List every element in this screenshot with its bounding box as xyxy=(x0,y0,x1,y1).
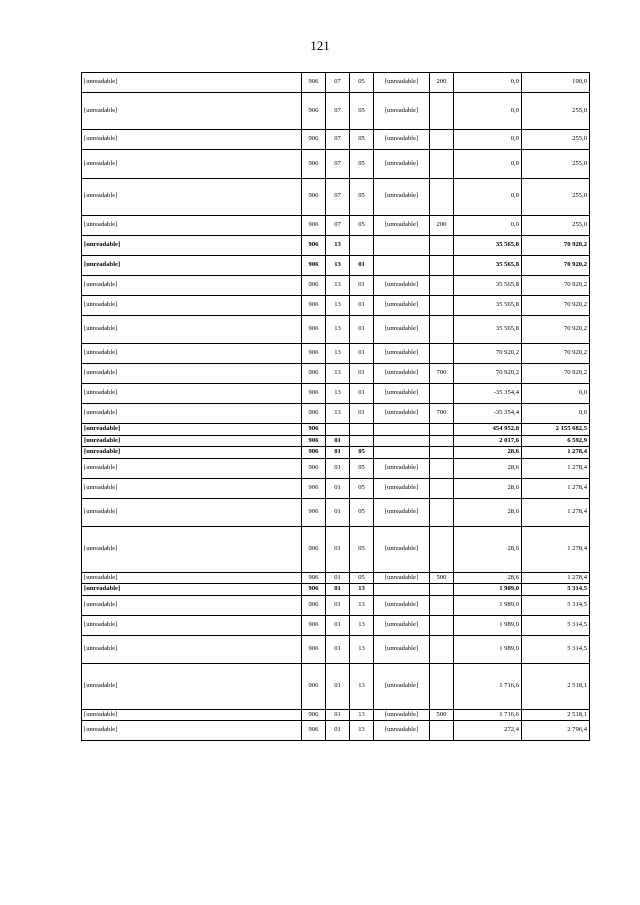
row-name-cell: [unreadable] xyxy=(82,93,302,130)
row-section-cell: 13 xyxy=(326,255,350,275)
row-grbs-cell: 906 xyxy=(302,364,326,384)
row-sum-2-cell: 1 278,4 xyxy=(522,478,590,498)
table-row xyxy=(82,364,590,384)
row-subsection-cell xyxy=(350,424,374,436)
row-sum-1-cell: 1 989,0 xyxy=(454,615,522,635)
row-grbs-cell: 906 xyxy=(302,150,326,179)
row-grbs-cell: 906 xyxy=(302,615,326,635)
row-grbs-cell: 906 xyxy=(302,709,326,721)
row-name-cell: [unreadable] xyxy=(82,150,302,179)
row-expense-type-cell xyxy=(430,615,454,635)
row-section-cell: 01 xyxy=(326,721,350,741)
row-grbs-cell: 906 xyxy=(302,73,326,93)
row-subsection-cell: 05 xyxy=(350,215,374,235)
row-subsection-cell: 01 xyxy=(350,315,374,344)
row-section-cell: 13 xyxy=(326,315,350,344)
row-subsection-cell xyxy=(350,435,374,447)
row-section-cell: 13 xyxy=(326,344,350,364)
row-expense-type-cell: 200 xyxy=(430,73,454,93)
row-name-cell: [unreadable] xyxy=(82,709,302,721)
table-row xyxy=(82,235,590,255)
table-row xyxy=(82,295,590,315)
row-target-article-cell: [unreadable] xyxy=(374,527,430,573)
row-expense-type-cell xyxy=(430,458,454,478)
row-sum-1-cell: 272,4 xyxy=(454,721,522,741)
row-expense-type-cell xyxy=(430,424,454,436)
row-expense-type-cell xyxy=(430,635,454,664)
row-section-cell: 01 xyxy=(326,595,350,615)
row-target-article-cell: [unreadable] xyxy=(374,404,430,424)
row-sum-2-cell: 1 278,4 xyxy=(522,572,590,584)
row-section-cell: 01 xyxy=(326,584,350,596)
row-section-cell: 07 xyxy=(326,215,350,235)
row-grbs-cell: 906 xyxy=(302,315,326,344)
row-sum-1-cell: 28,6 xyxy=(454,572,522,584)
row-subsection-cell: 13 xyxy=(350,709,374,721)
row-name-cell: [unreadable] xyxy=(82,235,302,255)
row-name-cell: [unreadable] xyxy=(82,130,302,150)
row-sum-1-cell: 35 565,8 xyxy=(454,295,522,315)
row-target-article-cell: [unreadable] xyxy=(374,73,430,93)
row-name-cell: [unreadable] xyxy=(82,424,302,436)
row-target-article-cell: [unreadable] xyxy=(374,721,430,741)
row-target-article-cell: [unreadable] xyxy=(374,709,430,721)
row-sum-2-cell: 2 518,1 xyxy=(522,709,590,721)
row-subsection-cell: 13 xyxy=(350,615,374,635)
row-grbs-cell: 906 xyxy=(302,178,326,215)
row-sum-1-cell: 0,0 xyxy=(454,130,522,150)
row-name-cell: [unreadable] xyxy=(82,584,302,596)
row-section-cell: 13 xyxy=(326,384,350,404)
row-target-article-cell: [unreadable] xyxy=(374,215,430,235)
row-grbs-cell: 906 xyxy=(302,215,326,235)
row-sum-2-cell: 0,0 xyxy=(522,384,590,404)
row-grbs-cell: 906 xyxy=(302,295,326,315)
row-section-cell: 13 xyxy=(326,404,350,424)
table-row xyxy=(82,215,590,235)
row-target-article-cell: [unreadable] xyxy=(374,364,430,384)
table-row xyxy=(82,130,590,150)
row-section-cell: 01 xyxy=(326,447,350,459)
row-grbs-cell: 906 xyxy=(302,595,326,615)
row-expense-type-cell xyxy=(430,384,454,404)
row-grbs-cell: 906 xyxy=(302,664,326,710)
row-grbs-cell: 906 xyxy=(302,447,326,459)
row-grbs-cell: 906 xyxy=(302,404,326,424)
row-target-article-cell xyxy=(374,435,430,447)
row-name-cell: [unreadable] xyxy=(82,478,302,498)
row-grbs-cell: 906 xyxy=(302,93,326,130)
row-subsection-cell: 05 xyxy=(350,73,374,93)
row-expense-type-cell: 200 xyxy=(430,215,454,235)
row-grbs-cell: 906 xyxy=(302,572,326,584)
table-row xyxy=(82,572,590,584)
row-name-cell: [unreadable] xyxy=(82,447,302,459)
row-sum-1-cell: -35 354,4 xyxy=(454,404,522,424)
row-grbs-cell: 906 xyxy=(302,235,326,255)
row-subsection-cell: 05 xyxy=(350,572,374,584)
budget-table-container xyxy=(81,72,589,741)
row-target-article-cell: [unreadable] xyxy=(374,498,430,527)
row-subsection-cell xyxy=(350,235,374,255)
table-row xyxy=(82,150,590,179)
row-expense-type-cell xyxy=(430,478,454,498)
table-row xyxy=(82,178,590,215)
row-sum-1-cell: 1 989,0 xyxy=(454,595,522,615)
row-grbs-cell: 906 xyxy=(302,130,326,150)
row-expense-type-cell xyxy=(430,295,454,315)
row-grbs-cell: 906 xyxy=(302,435,326,447)
row-expense-type-cell xyxy=(430,130,454,150)
table-row xyxy=(82,255,590,275)
row-sum-1-cell: 0,0 xyxy=(454,215,522,235)
row-expense-type-cell xyxy=(430,447,454,459)
row-section-cell: 07 xyxy=(326,150,350,179)
row-expense-type-cell xyxy=(430,664,454,710)
row-sum-2-cell: 190,0 xyxy=(522,73,590,93)
row-sum-1-cell: 35 565,8 xyxy=(454,275,522,295)
row-sum-2-cell: 5 314,5 xyxy=(522,615,590,635)
row-grbs-cell: 906 xyxy=(302,255,326,275)
row-name-cell: [unreadable] xyxy=(82,635,302,664)
row-name-cell: [unreadable] xyxy=(82,178,302,215)
row-sum-1-cell: 35 565,8 xyxy=(454,315,522,344)
row-sum-1-cell: 35 565,8 xyxy=(454,255,522,275)
row-sum-2-cell: 70 920,2 xyxy=(522,364,590,384)
row-expense-type-cell xyxy=(430,595,454,615)
row-subsection-cell: 13 xyxy=(350,595,374,615)
row-subsection-cell: 13 xyxy=(350,584,374,596)
row-subsection-cell: 05 xyxy=(350,150,374,179)
row-sum-1-cell: 70 920,2 xyxy=(454,364,522,384)
row-section-cell: 13 xyxy=(326,295,350,315)
row-expense-type-cell xyxy=(430,178,454,215)
row-subsection-cell: 01 xyxy=(350,275,374,295)
row-sum-2-cell: 6 592,9 xyxy=(522,435,590,447)
row-section-cell: 07 xyxy=(326,73,350,93)
row-target-article-cell: [unreadable] xyxy=(374,93,430,130)
row-section-cell: 01 xyxy=(326,527,350,573)
row-grbs-cell: 906 xyxy=(302,344,326,364)
row-section-cell: 01 xyxy=(326,435,350,447)
row-name-cell: [unreadable] xyxy=(82,721,302,741)
row-grbs-cell: 906 xyxy=(302,424,326,436)
row-target-article-cell xyxy=(374,447,430,459)
row-sum-2-cell: 70 920,2 xyxy=(522,235,590,255)
row-section-cell: 07 xyxy=(326,178,350,215)
row-sum-1-cell: 1 989,0 xyxy=(454,635,522,664)
row-target-article-cell: [unreadable] xyxy=(374,595,430,615)
row-sum-2-cell: 255,0 xyxy=(522,130,590,150)
row-name-cell: [unreadable] xyxy=(82,458,302,478)
row-target-article-cell: [unreadable] xyxy=(374,130,430,150)
row-sum-2-cell: 70 920,2 xyxy=(522,344,590,364)
row-expense-type-cell: 700 xyxy=(430,404,454,424)
row-expense-type-cell xyxy=(430,584,454,596)
table-row xyxy=(82,664,590,710)
row-target-article-cell: [unreadable] xyxy=(374,458,430,478)
row-grbs-cell: 906 xyxy=(302,498,326,527)
row-expense-type-cell xyxy=(430,150,454,179)
row-name-cell: [unreadable] xyxy=(82,664,302,710)
row-grbs-cell: 906 xyxy=(302,478,326,498)
table-row xyxy=(82,615,590,635)
row-name-cell: [unreadable] xyxy=(82,615,302,635)
row-target-article-cell: [unreadable] xyxy=(374,384,430,404)
row-section-cell: 01 xyxy=(326,635,350,664)
row-name-cell: [unreadable] xyxy=(82,73,302,93)
row-section-cell: 13 xyxy=(326,364,350,384)
row-subsection-cell: 05 xyxy=(350,447,374,459)
row-sum-1-cell: 28,6 xyxy=(454,527,522,573)
row-name-cell: [unreadable] xyxy=(82,527,302,573)
row-sum-2-cell: 255,0 xyxy=(522,150,590,179)
page-number: 121 xyxy=(310,38,330,53)
table-row xyxy=(82,93,590,130)
row-sum-1-cell: -35 354,4 xyxy=(454,384,522,404)
table-row xyxy=(82,73,590,93)
row-sum-1-cell: 0,0 xyxy=(454,93,522,130)
row-expense-type-cell xyxy=(430,315,454,344)
table-row xyxy=(82,458,590,478)
row-section-cell: 01 xyxy=(326,498,350,527)
table-row xyxy=(82,344,590,364)
row-section-cell: 01 xyxy=(326,664,350,710)
row-expense-type-cell xyxy=(430,498,454,527)
row-sum-1-cell: 28,6 xyxy=(454,498,522,527)
row-sum-2-cell: 70 920,2 xyxy=(522,255,590,275)
row-section-cell: 01 xyxy=(326,458,350,478)
row-target-article-cell: [unreadable] xyxy=(374,315,430,344)
row-expense-type-cell: 500 xyxy=(430,709,454,721)
row-sum-1-cell: 28,6 xyxy=(454,447,522,459)
row-section-cell: 01 xyxy=(326,709,350,721)
table-row xyxy=(82,498,590,527)
row-sum-2-cell: 1 278,4 xyxy=(522,498,590,527)
row-target-article-cell: [unreadable] xyxy=(374,664,430,710)
row-grbs-cell: 906 xyxy=(302,635,326,664)
row-target-article-cell: [unreadable] xyxy=(374,295,430,315)
row-sum-1-cell: 0,0 xyxy=(454,150,522,179)
row-target-article-cell xyxy=(374,255,430,275)
row-expense-type-cell xyxy=(430,275,454,295)
table-row xyxy=(82,478,590,498)
row-target-article-cell: [unreadable] xyxy=(374,275,430,295)
table-row xyxy=(82,384,590,404)
row-grbs-cell: 906 xyxy=(302,721,326,741)
row-name-cell: [unreadable] xyxy=(82,384,302,404)
row-sum-2-cell: 255,0 xyxy=(522,178,590,215)
row-subsection-cell: 13 xyxy=(350,721,374,741)
row-grbs-cell: 906 xyxy=(302,527,326,573)
row-sum-2-cell: 0,0 xyxy=(522,404,590,424)
table-row xyxy=(82,635,590,664)
table-row xyxy=(82,709,590,721)
row-subsection-cell: 13 xyxy=(350,664,374,710)
table-row xyxy=(82,275,590,295)
row-section-cell: 07 xyxy=(326,93,350,130)
row-grbs-cell: 906 xyxy=(302,275,326,295)
row-name-cell: [unreadable] xyxy=(82,344,302,364)
row-expense-type-cell xyxy=(430,235,454,255)
row-subsection-cell: 01 xyxy=(350,255,374,275)
row-sum-2-cell: 5 314,5 xyxy=(522,584,590,596)
row-sum-2-cell: 2 155 682,5 xyxy=(522,424,590,436)
row-subsection-cell: 05 xyxy=(350,498,374,527)
row-sum-1-cell: 28,6 xyxy=(454,458,522,478)
row-section-cell: 01 xyxy=(326,615,350,635)
row-sum-1-cell: 0,0 xyxy=(454,73,522,93)
row-expense-type-cell: 700 xyxy=(430,364,454,384)
table-row xyxy=(82,527,590,573)
row-sum-1-cell: 70 920,2 xyxy=(454,344,522,364)
row-subsection-cell: 01 xyxy=(350,344,374,364)
row-target-article-cell: [unreadable] xyxy=(374,635,430,664)
row-expense-type-cell: 500 xyxy=(430,572,454,584)
row-name-cell: [unreadable] xyxy=(82,498,302,527)
row-expense-type-cell xyxy=(430,721,454,741)
row-subsection-cell: 05 xyxy=(350,93,374,130)
row-name-cell: [unreadable] xyxy=(82,364,302,384)
row-subsection-cell: 01 xyxy=(350,404,374,424)
row-sum-2-cell: 1 278,4 xyxy=(522,447,590,459)
row-target-article-cell xyxy=(374,584,430,596)
row-section-cell: 01 xyxy=(326,572,350,584)
row-target-article-cell: [unreadable] xyxy=(374,344,430,364)
row-sum-1-cell: 28,6 xyxy=(454,478,522,498)
table-row xyxy=(82,404,590,424)
row-grbs-cell: 906 xyxy=(302,584,326,596)
table-row xyxy=(82,721,590,741)
row-grbs-cell: 906 xyxy=(302,384,326,404)
row-name-cell: [unreadable] xyxy=(82,295,302,315)
row-target-article-cell: [unreadable] xyxy=(374,572,430,584)
row-section-cell: 13 xyxy=(326,275,350,295)
row-sum-2-cell: 2 796,4 xyxy=(522,721,590,741)
row-subsection-cell: 05 xyxy=(350,178,374,215)
row-sum-1-cell: 1 716,6 xyxy=(454,664,522,710)
row-target-article-cell: [unreadable] xyxy=(374,615,430,635)
row-sum-2-cell: 70 920,2 xyxy=(522,295,590,315)
table-row xyxy=(82,435,590,447)
row-target-article-cell: [unreadable] xyxy=(374,178,430,215)
row-name-cell: [unreadable] xyxy=(82,255,302,275)
row-expense-type-cell xyxy=(430,93,454,130)
row-name-cell: [unreadable] xyxy=(82,404,302,424)
budget-table xyxy=(81,72,590,741)
table-body xyxy=(82,73,590,741)
row-section-cell: 07 xyxy=(326,130,350,150)
row-expense-type-cell xyxy=(430,527,454,573)
row-expense-type-cell xyxy=(430,435,454,447)
row-name-cell: [unreadable] xyxy=(82,315,302,344)
row-sum-1-cell: 2 017,6 xyxy=(454,435,522,447)
row-sum-2-cell: 1 278,4 xyxy=(522,527,590,573)
row-sum-2-cell: 5 314,5 xyxy=(522,635,590,664)
table-row xyxy=(82,584,590,596)
row-sum-1-cell: 35 565,8 xyxy=(454,235,522,255)
row-sum-2-cell: 70 920,2 xyxy=(522,315,590,344)
row-subsection-cell: 05 xyxy=(350,527,374,573)
row-sum-2-cell: 255,0 xyxy=(522,93,590,130)
row-subsection-cell: 13 xyxy=(350,635,374,664)
row-sum-1-cell: 0,0 xyxy=(454,178,522,215)
table-row xyxy=(82,315,590,344)
row-expense-type-cell xyxy=(430,344,454,364)
row-sum-2-cell: 5 314,5 xyxy=(522,595,590,615)
row-section-cell: 01 xyxy=(326,478,350,498)
row-subsection-cell: 05 xyxy=(350,458,374,478)
row-name-cell: [unreadable] xyxy=(82,595,302,615)
row-name-cell: [unreadable] xyxy=(82,435,302,447)
row-name-cell: [unreadable] xyxy=(82,215,302,235)
row-sum-2-cell: 70 920,2 xyxy=(522,275,590,295)
row-section-cell xyxy=(326,424,350,436)
row-section-cell: 13 xyxy=(326,235,350,255)
row-subsection-cell: 05 xyxy=(350,130,374,150)
row-name-cell: [unreadable] xyxy=(82,572,302,584)
row-sum-1-cell: 454 952,8 xyxy=(454,424,522,436)
row-target-article-cell: [unreadable] xyxy=(374,478,430,498)
row-grbs-cell: 906 xyxy=(302,458,326,478)
row-subsection-cell: 01 xyxy=(350,384,374,404)
row-sum-2-cell: 2 518,1 xyxy=(522,664,590,710)
row-subsection-cell: 01 xyxy=(350,295,374,315)
table-row xyxy=(82,447,590,459)
row-sum-2-cell: 1 278,4 xyxy=(522,458,590,478)
table-row xyxy=(82,424,590,436)
table-row xyxy=(82,595,590,615)
row-subsection-cell: 05 xyxy=(350,478,374,498)
row-subsection-cell: 01 xyxy=(350,364,374,384)
row-sum-1-cell: 1 716,6 xyxy=(454,709,522,721)
row-expense-type-cell xyxy=(430,255,454,275)
row-name-cell: [unreadable] xyxy=(82,275,302,295)
row-target-article-cell xyxy=(374,424,430,436)
row-sum-2-cell: 255,0 xyxy=(522,215,590,235)
row-target-article-cell: [unreadable] xyxy=(374,150,430,179)
row-target-article-cell xyxy=(374,235,430,255)
row-sum-1-cell: 1 989,0 xyxy=(454,584,522,596)
